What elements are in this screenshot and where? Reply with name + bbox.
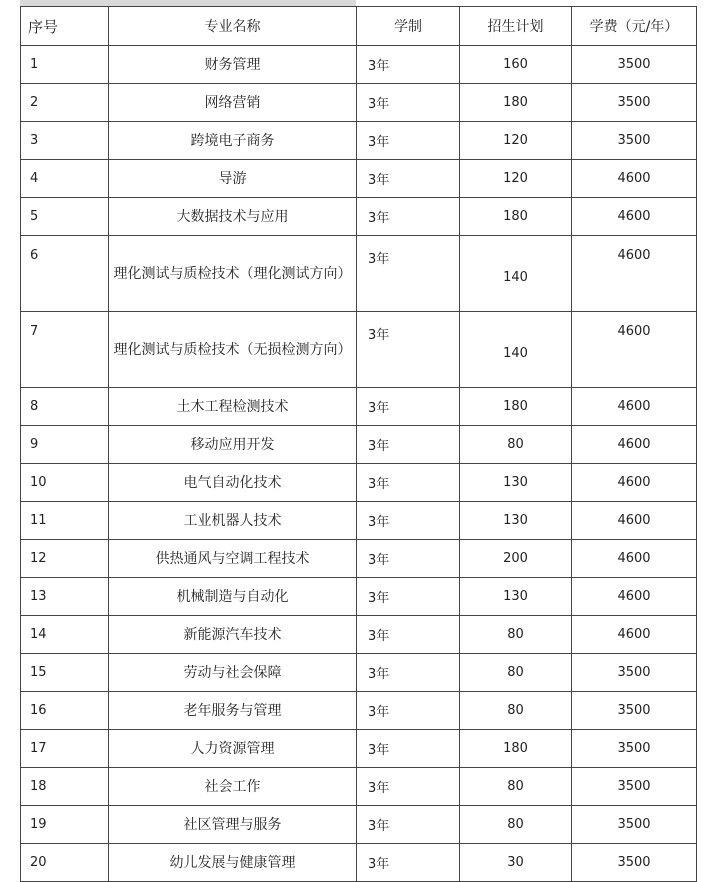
enrollment-plan: 130 [460, 578, 572, 616]
row-number: 5 [21, 198, 109, 236]
table-row [21, 388, 697, 426]
tuition-fee: 3500 [572, 122, 697, 160]
table-row [21, 464, 697, 502]
row-number: 1 [21, 46, 109, 84]
program-name: 网络营销 [109, 84, 357, 122]
program-name: 工业机器人技术 [109, 502, 357, 540]
row-number: 6 [21, 236, 109, 312]
program-duration: 3年 [357, 806, 460, 844]
program-name: 理化测试与质检技术（理化测试方向） [109, 236, 357, 312]
table-body [21, 46, 697, 882]
row-number: 4 [21, 160, 109, 198]
program-name: 社会工作 [109, 768, 357, 806]
tuition-fee: 4600 [572, 426, 697, 464]
tuition-fee: 4600 [572, 578, 697, 616]
program-name: 供热通风与空调工程技术 [109, 540, 357, 578]
tuition-fee: 3500 [572, 654, 697, 692]
tuition-fee: 4600 [572, 388, 697, 426]
row-number: 9 [21, 426, 109, 464]
enrollment-plan: 30 [460, 844, 572, 882]
tuition-fee: 4600 [572, 312, 697, 388]
enrollment-plan: 80 [460, 616, 572, 654]
program-name: 老年服务与管理 [109, 692, 357, 730]
program-name: 理化测试与质检技术（无损检测方向） [109, 312, 357, 388]
tuition-fee: 3500 [572, 46, 697, 84]
row-number: 20 [21, 844, 109, 882]
row-number: 15 [21, 654, 109, 692]
enrollment-plan: 140 [460, 236, 572, 312]
table-row [21, 46, 697, 84]
row-number: 7 [21, 312, 109, 388]
enrollment-plan: 80 [460, 692, 572, 730]
tuition-fee: 4600 [572, 502, 697, 540]
program-duration: 3年 [357, 122, 460, 160]
program-name: 社区管理与服务 [109, 806, 357, 844]
program-name: 财务管理 [109, 46, 357, 84]
row-number: 8 [21, 388, 109, 426]
program-name: 移动应用开发 [109, 426, 357, 464]
enrollment-plan: 160 [460, 46, 572, 84]
enrollment-table [20, 6, 697, 882]
program-duration: 3年 [357, 198, 460, 236]
enrollment-plan: 120 [460, 160, 572, 198]
table-row [21, 160, 697, 198]
program-name: 土木工程检测技术 [109, 388, 357, 426]
program-name: 大数据技术与应用 [109, 198, 357, 236]
program-name: 人力资源管理 [109, 730, 357, 768]
program-duration: 3年 [357, 578, 460, 616]
table-row [21, 730, 697, 768]
program-duration: 3年 [357, 388, 460, 426]
table-row [21, 768, 697, 806]
header-plan: 招生计划 [460, 7, 572, 46]
program-duration: 3年 [357, 768, 460, 806]
program-name: 幼儿发展与健康管理 [109, 844, 357, 882]
tuition-fee: 4600 [572, 198, 697, 236]
tuition-fee: 4600 [572, 464, 697, 502]
program-name: 劳动与社会保障 [109, 654, 357, 692]
program-duration: 3年 [357, 616, 460, 654]
table-row [21, 236, 697, 312]
table-row [21, 540, 697, 578]
row-number: 2 [21, 84, 109, 122]
row-number: 13 [21, 578, 109, 616]
tuition-fee: 3500 [572, 730, 697, 768]
enrollment-plan: 180 [460, 198, 572, 236]
program-duration: 3年 [357, 160, 460, 198]
tuition-fee: 3500 [572, 844, 697, 882]
table-row [21, 806, 697, 844]
row-number: 3 [21, 122, 109, 160]
table-row [21, 198, 697, 236]
header-fee: 学费（元/年） [572, 7, 697, 46]
program-duration: 3年 [357, 730, 460, 768]
enrollment-plan: 180 [460, 84, 572, 122]
row-number: 11 [21, 502, 109, 540]
table-row [21, 84, 697, 122]
enrollment-plan: 120 [460, 122, 572, 160]
enrollment-plan: 130 [460, 502, 572, 540]
table-row [21, 426, 697, 464]
enrollment-plan: 80 [460, 768, 572, 806]
program-duration: 3年 [357, 654, 460, 692]
enrollment-plan: 130 [460, 464, 572, 502]
header-name: 专业名称 [109, 7, 357, 46]
program-duration: 3年 [357, 540, 460, 578]
header-no: 序号 [21, 7, 109, 46]
program-duration: 3年 [357, 502, 460, 540]
table-row [21, 692, 697, 730]
tuition-fee: 4600 [572, 160, 697, 198]
table-row [21, 844, 697, 882]
program-duration: 3年 [357, 464, 460, 502]
program-duration: 3年 [357, 46, 460, 84]
enrollment-plan: 180 [460, 388, 572, 426]
tuition-fee: 3500 [572, 692, 697, 730]
row-number: 16 [21, 692, 109, 730]
program-name: 电气自动化技术 [109, 464, 357, 502]
table-row [21, 616, 697, 654]
tuition-fee: 3500 [572, 768, 697, 806]
program-duration: 3年 [357, 236, 460, 312]
tuition-fee: 4600 [572, 540, 697, 578]
tuition-fee: 3500 [572, 806, 697, 844]
row-number: 12 [21, 540, 109, 578]
program-duration: 3年 [357, 426, 460, 464]
row-number: 14 [21, 616, 109, 654]
enrollment-plan: 80 [460, 426, 572, 464]
row-number: 17 [21, 730, 109, 768]
table-row [21, 312, 697, 388]
table-row [21, 578, 697, 616]
enrollment-plan: 180 [460, 730, 572, 768]
enrollment-plan: 200 [460, 540, 572, 578]
tuition-fee: 4600 [572, 236, 697, 312]
program-duration: 3年 [357, 312, 460, 388]
row-number: 18 [21, 768, 109, 806]
header-row [21, 7, 697, 46]
program-name: 导游 [109, 160, 357, 198]
table-row [21, 654, 697, 692]
enrollment-plan: 80 [460, 806, 572, 844]
program-duration: 3年 [357, 844, 460, 882]
program-duration: 3年 [357, 692, 460, 730]
enrollment-plan: 140 [460, 312, 572, 388]
row-number: 10 [21, 464, 109, 502]
tuition-fee: 4600 [572, 616, 697, 654]
header-years: 学制 [357, 7, 460, 46]
row-number: 19 [21, 806, 109, 844]
program-duration: 3年 [357, 84, 460, 122]
table-row [21, 122, 697, 160]
enrollment-plan: 80 [460, 654, 572, 692]
program-name: 新能源汽车技术 [109, 616, 357, 654]
program-name: 跨境电子商务 [109, 122, 357, 160]
tuition-fee: 3500 [572, 84, 697, 122]
table-row [21, 502, 697, 540]
program-name: 机械制造与自动化 [109, 578, 357, 616]
